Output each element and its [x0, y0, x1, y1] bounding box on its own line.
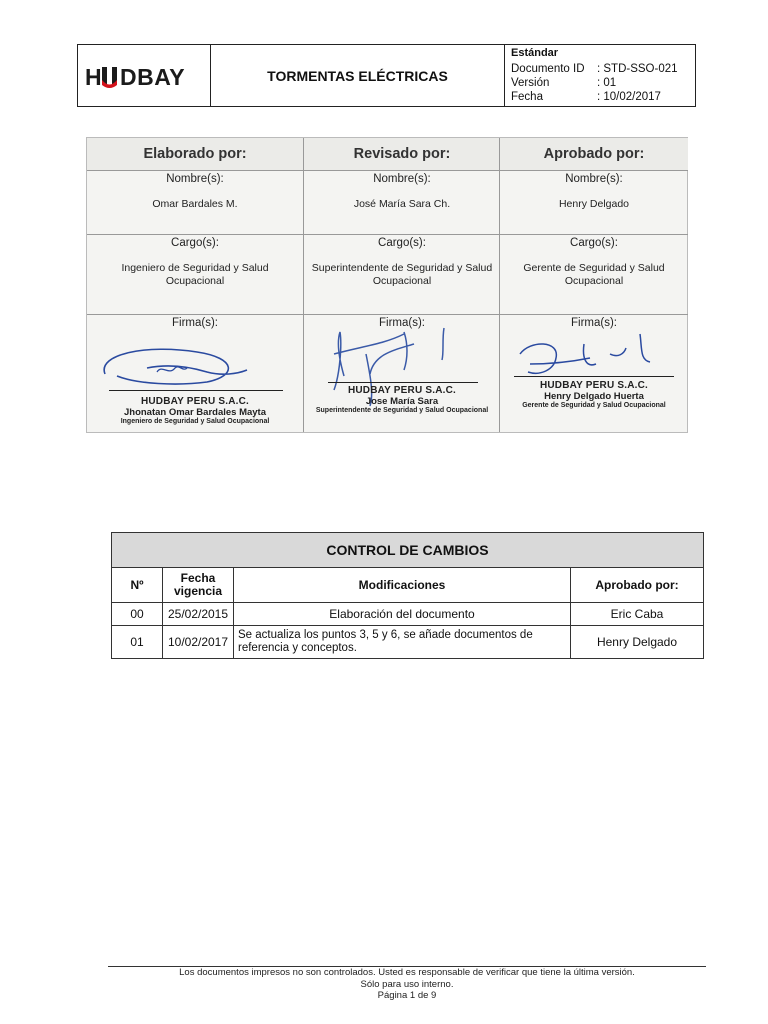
table-cell: Se actualiza los puntos 3, 5 y 6, se añade documentos de referencia y conceptos.	[234, 626, 571, 659]
page-number: Página 1 de 9	[377, 990, 437, 1001]
svg-text:DBAY: DBAY	[120, 63, 186, 88]
cargo-label: Cargo(s):	[171, 237, 219, 249]
firma-label: Firma(s):	[379, 317, 425, 329]
meta-row	[511, 62, 689, 76]
document-kind: Estándar	[511, 47, 559, 59]
stamp-rule	[109, 390, 283, 391]
hudbay-logo-icon	[85, 64, 203, 88]
stamp-name: Henry Delgado Huerta	[544, 391, 644, 402]
name-value: José María Sara Ch.	[353, 198, 451, 210]
name-block	[87, 170, 303, 235]
company-logo	[78, 45, 211, 106]
table-row	[112, 603, 704, 626]
column-header: Nº	[112, 568, 163, 603]
table-cell: 00	[112, 603, 163, 626]
name-block	[304, 170, 500, 235]
column-header: Aprobado por:	[571, 568, 704, 603]
name-block	[500, 170, 688, 235]
stamp-company: HUDBAY PERU S.A.C.	[539, 380, 649, 391]
handwritten-signature-icon	[304, 314, 500, 444]
meta-value: : 10/02/2017	[597, 91, 661, 103]
firma-label: Firma(s):	[172, 317, 218, 329]
stamp-company: HUDBAY PERU S.A.C.	[140, 396, 250, 407]
signature-column-elaborado	[87, 138, 303, 432]
name-label: Nombre(s):	[565, 173, 623, 185]
meta-label: Documento ID	[511, 63, 585, 75]
cargo-value: Superintendente de Seguridad y Salud Ocupacional	[311, 262, 493, 287]
signature-table	[86, 137, 688, 433]
column-heading: Aprobado por:	[500, 138, 688, 171]
meta-value: : 01	[597, 77, 617, 89]
document-title: TORMENTAS ELÉCTRICAS	[211, 45, 505, 106]
meta-label: Versión	[511, 77, 550, 89]
svg-text:H: H	[85, 63, 103, 88]
name-value: Henry Delgado	[558, 198, 630, 210]
cargo-value: Ingeniero de Seguridad y Salud Ocupacional	[121, 262, 269, 287]
handwritten-signature-icon	[500, 314, 688, 432]
change-control-title: CONTROL DE CAMBIOS	[112, 533, 704, 568]
signature-column-revisado	[303, 138, 500, 432]
cargo-label: Cargo(s):	[378, 237, 426, 249]
stamp	[304, 385, 500, 415]
document-meta	[505, 45, 695, 106]
stamp-position: Gerente de Seguridad y Salud Ocupacional	[522, 402, 666, 409]
stamp-position: Superintendente de Seguridad y Salud Ocupacional	[315, 407, 489, 414]
cargo-value: Gerente de Seguridad y Salud Ocupacional	[523, 262, 665, 287]
table-cell: 25/02/2015	[163, 603, 234, 626]
footer-internal-note: Sólo para uso interno.	[360, 979, 454, 990]
table-cell: 10/02/2017	[163, 626, 234, 659]
stamp-company: HUDBAY PERU S.A.C.	[347, 385, 457, 396]
meta-row	[511, 76, 689, 90]
firma-label: Firma(s):	[571, 317, 617, 329]
cargo-block	[500, 234, 688, 315]
column-heading: Revisado por:	[304, 138, 500, 171]
table-cell: Eric Caba	[571, 603, 704, 626]
table-cell: Elaboración del documento	[234, 603, 571, 626]
cargo-block	[304, 234, 500, 315]
change-control-table	[111, 532, 704, 659]
stamp-name: Jhonatan Omar Bardales Mayta	[123, 407, 267, 418]
firma-block	[500, 314, 688, 432]
meta-value: : STD-SSO-021	[597, 63, 678, 75]
footer-disclaimer: Los documentos impresos no son controlados. Usted es responsable de verificar que tiene la última versión.	[179, 967, 635, 978]
name-value: Omar Bardales M.	[152, 198, 238, 210]
stamp-rule	[328, 382, 478, 383]
signature-column-aprobado	[499, 138, 688, 432]
stamp-position: Ingeniero de Seguridad y Salud Ocupacional	[120, 418, 270, 425]
table-cell: 01	[112, 626, 163, 659]
meta-row	[511, 90, 689, 104]
column-heading: Elaborado por:	[87, 138, 303, 171]
firma-block	[304, 314, 500, 432]
name-label: Nombre(s):	[166, 173, 224, 185]
stamp-name: Jose María Sara	[365, 396, 439, 407]
column-header: Fecha vigencia	[163, 568, 234, 603]
cargo-block	[87, 234, 303, 315]
table-row	[112, 626, 704, 659]
cargo-label: Cargo(s):	[570, 237, 618, 249]
meta-label: Fecha	[511, 91, 543, 103]
column-header: Modificaciones	[234, 568, 571, 603]
name-label: Nombre(s):	[373, 173, 431, 185]
table-header-row	[112, 568, 704, 603]
stamp	[87, 396, 303, 426]
stamp	[500, 380, 688, 410]
document-header	[77, 44, 696, 107]
stamp-rule	[514, 376, 674, 377]
firma-block	[87, 314, 303, 432]
table-cell: Henry Delgado	[571, 626, 704, 659]
